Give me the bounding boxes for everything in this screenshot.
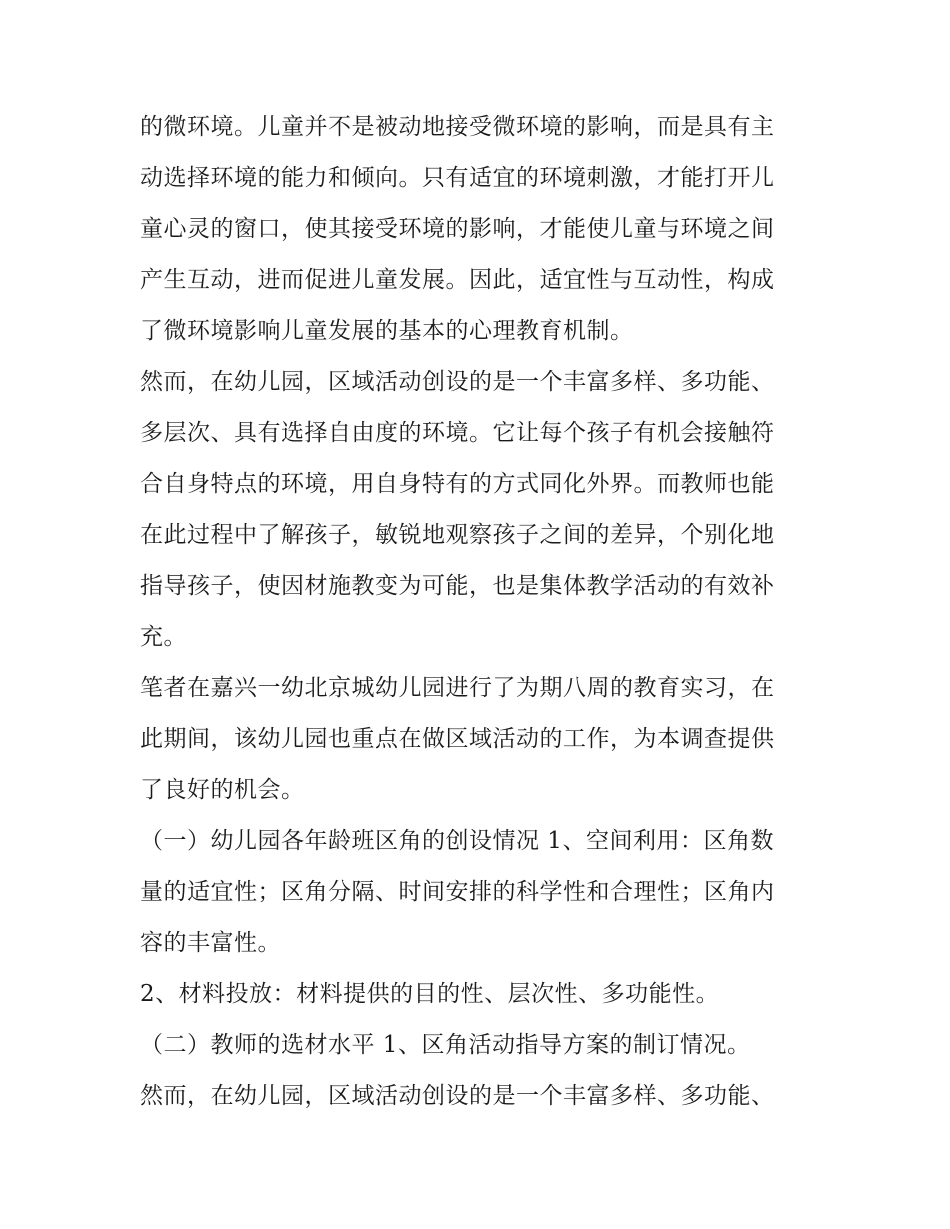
text-line: 产生互动，进而促进儿童发展。因此，适宜性与互动性，构成: [140, 267, 775, 293]
text-line: 充。: [140, 624, 187, 650]
text-line: 合自身特点的环境，用自身特有的方式同化外界。而教师也能: [140, 471, 775, 497]
text-line: 了良好的机会。: [140, 777, 305, 803]
text-line: 指导孩子，使因材施教变为可能，也是集体教学活动的有效补: [140, 573, 775, 599]
text-line: （二）教师的选材水平 1、区角活动指导方案的制订情况。: [140, 1032, 751, 1058]
text-line: 笔者在嘉兴一幼北京城幼儿园进行了为期八周的教育实习，在: [140, 675, 775, 701]
text-line: 2、材料投放：材料提供的目的性、层次性、多功能性。: [140, 981, 720, 1007]
text-line: 童心灵的窗口，使其接受环境的影响，才能使儿童与环境之间: [140, 216, 775, 242]
text-line: 然而，在幼儿园，区域活动创设的是一个丰富多样、多功能、: [140, 1083, 775, 1109]
text-line: 容的丰富性。: [140, 930, 281, 956]
text-line: 然而，在幼儿园，区域活动创设的是一个丰富多样、多功能、: [140, 369, 775, 395]
text-line: 多层次、具有选择自由度的环境。它让每个孩子有机会接触符: [140, 420, 775, 446]
text-line: 了微环境影响儿童发展的基本的心理教育机制。: [140, 318, 634, 344]
text-line: 的微环境。儿童并不是被动地接受微环境的影响，而是具有主: [140, 114, 775, 140]
text-line: （一）幼儿园各年龄班区角的创设情况 1、空间利用：区角数: [140, 828, 774, 854]
text-line: 动选择环境的能力和倾向。只有适宜的环境刺激，才能打开儿: [140, 165, 775, 191]
text-line: 此期间，该幼儿园也重点在做区域活动的工作，为本调查提供: [140, 726, 775, 752]
text-line: 量的适宜性；区角分隔、时间安排的科学性和合理性；区角内: [140, 879, 775, 905]
text-line: 在此过程中了解孩子，敏锐地观察孩子之间的差异，个别化地: [140, 522, 775, 548]
